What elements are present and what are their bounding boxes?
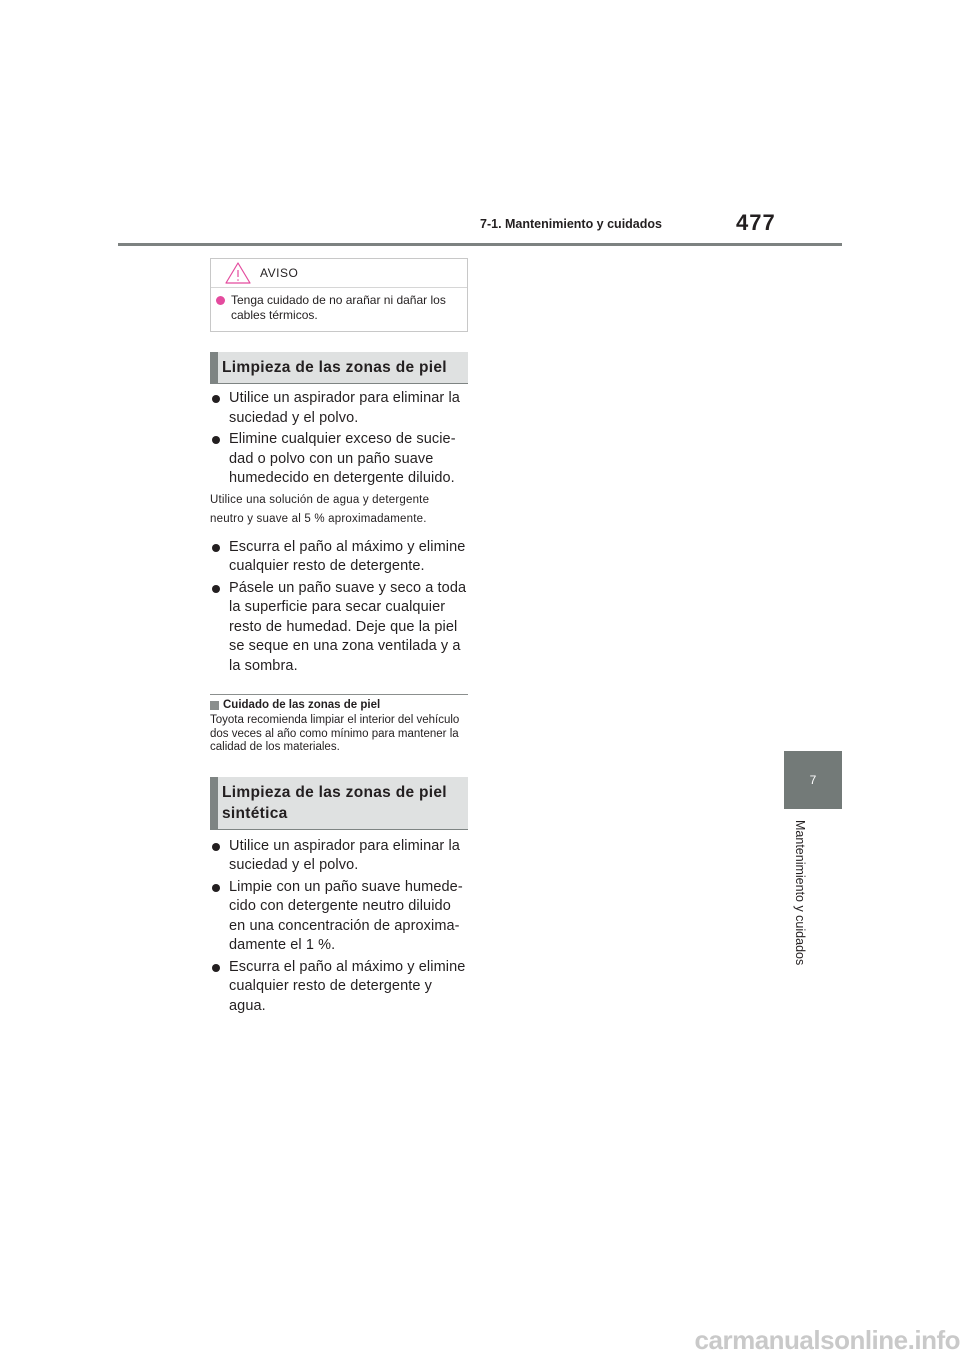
- content-column: [210, 258, 470, 1018]
- chapter-number: 7: [809, 773, 817, 787]
- warning-triangle-icon: [225, 262, 251, 284]
- bullet-list-leather-b: [210, 538, 470, 677]
- chapter-tab: [784, 751, 842, 809]
- bullet-list-leather-a: [210, 389, 470, 489]
- chapter-label: Mantenimiento y cuidados: [793, 820, 807, 966]
- warning-text: Tenga cuidado de no arañar ni dañar los cables térmicos.: [231, 293, 446, 322]
- list-item: Elimine cualquier exceso de sucie-dad o polvo con un paño suave humedecido en detergente diluido.: [210, 430, 470, 489]
- page-number: 477: [736, 210, 776, 235]
- warning-box-header: [211, 259, 467, 288]
- warning-title: AVISO: [260, 266, 299, 280]
- note-line: Utilice una solución de agua y detergente: [210, 493, 430, 506]
- header-section-title: 7-1. Mantenimiento y cuidados: [480, 217, 662, 231]
- list-item: Pásele un paño suave y seco a toda la superficie para secar cualquier resto de humedad. Deje que la piel se seque en una zona ventilada y a la sombra.: [210, 579, 470, 677]
- square-bullet-icon: [210, 701, 219, 710]
- list-item: Limpie con un paño suave humede-cido con detergente neutro diluido en una concentración de aproxima-damente el 1 %.: [210, 878, 470, 956]
- bullet-list-synthetic: [210, 837, 470, 1017]
- list-item: Escurra el paño al máximo y elimine cualquier resto de detergente y agua.: [210, 958, 470, 1017]
- subsection-text: Toyota recomienda limpiar el interior del vehículo dos veces al año como mínimo para mantener la calidad de los materiales.: [210, 714, 460, 753]
- list-item: Utilice un aspirador para eliminar la suciedad y el polvo.: [210, 837, 470, 876]
- section-heading-leather: Limpieza de las zonas de piel: [210, 352, 468, 384]
- dilution-note: [210, 491, 470, 530]
- list-item: Utilice un aspirador para eliminar la suciedad y el polvo.: [210, 389, 470, 428]
- note-line: neutro y suave al 5 % aproximadamente.: [210, 513, 427, 525]
- warning-body: [211, 288, 467, 331]
- warning-box: [210, 258, 468, 332]
- subsection-title-text: Cuidado de las zonas de piel: [223, 699, 381, 711]
- bullet-dot-icon: [216, 296, 225, 305]
- section-heading-synthetic-leather: Limpieza de las zonas de piel sintética: [210, 777, 468, 830]
- subsection-title: [210, 699, 470, 711]
- header-rule: [118, 243, 842, 246]
- watermark: carmanualsonline.info: [694, 1325, 960, 1355]
- list-item: Escurra el paño al máximo y elimine cualquier resto de detergente.: [210, 538, 470, 577]
